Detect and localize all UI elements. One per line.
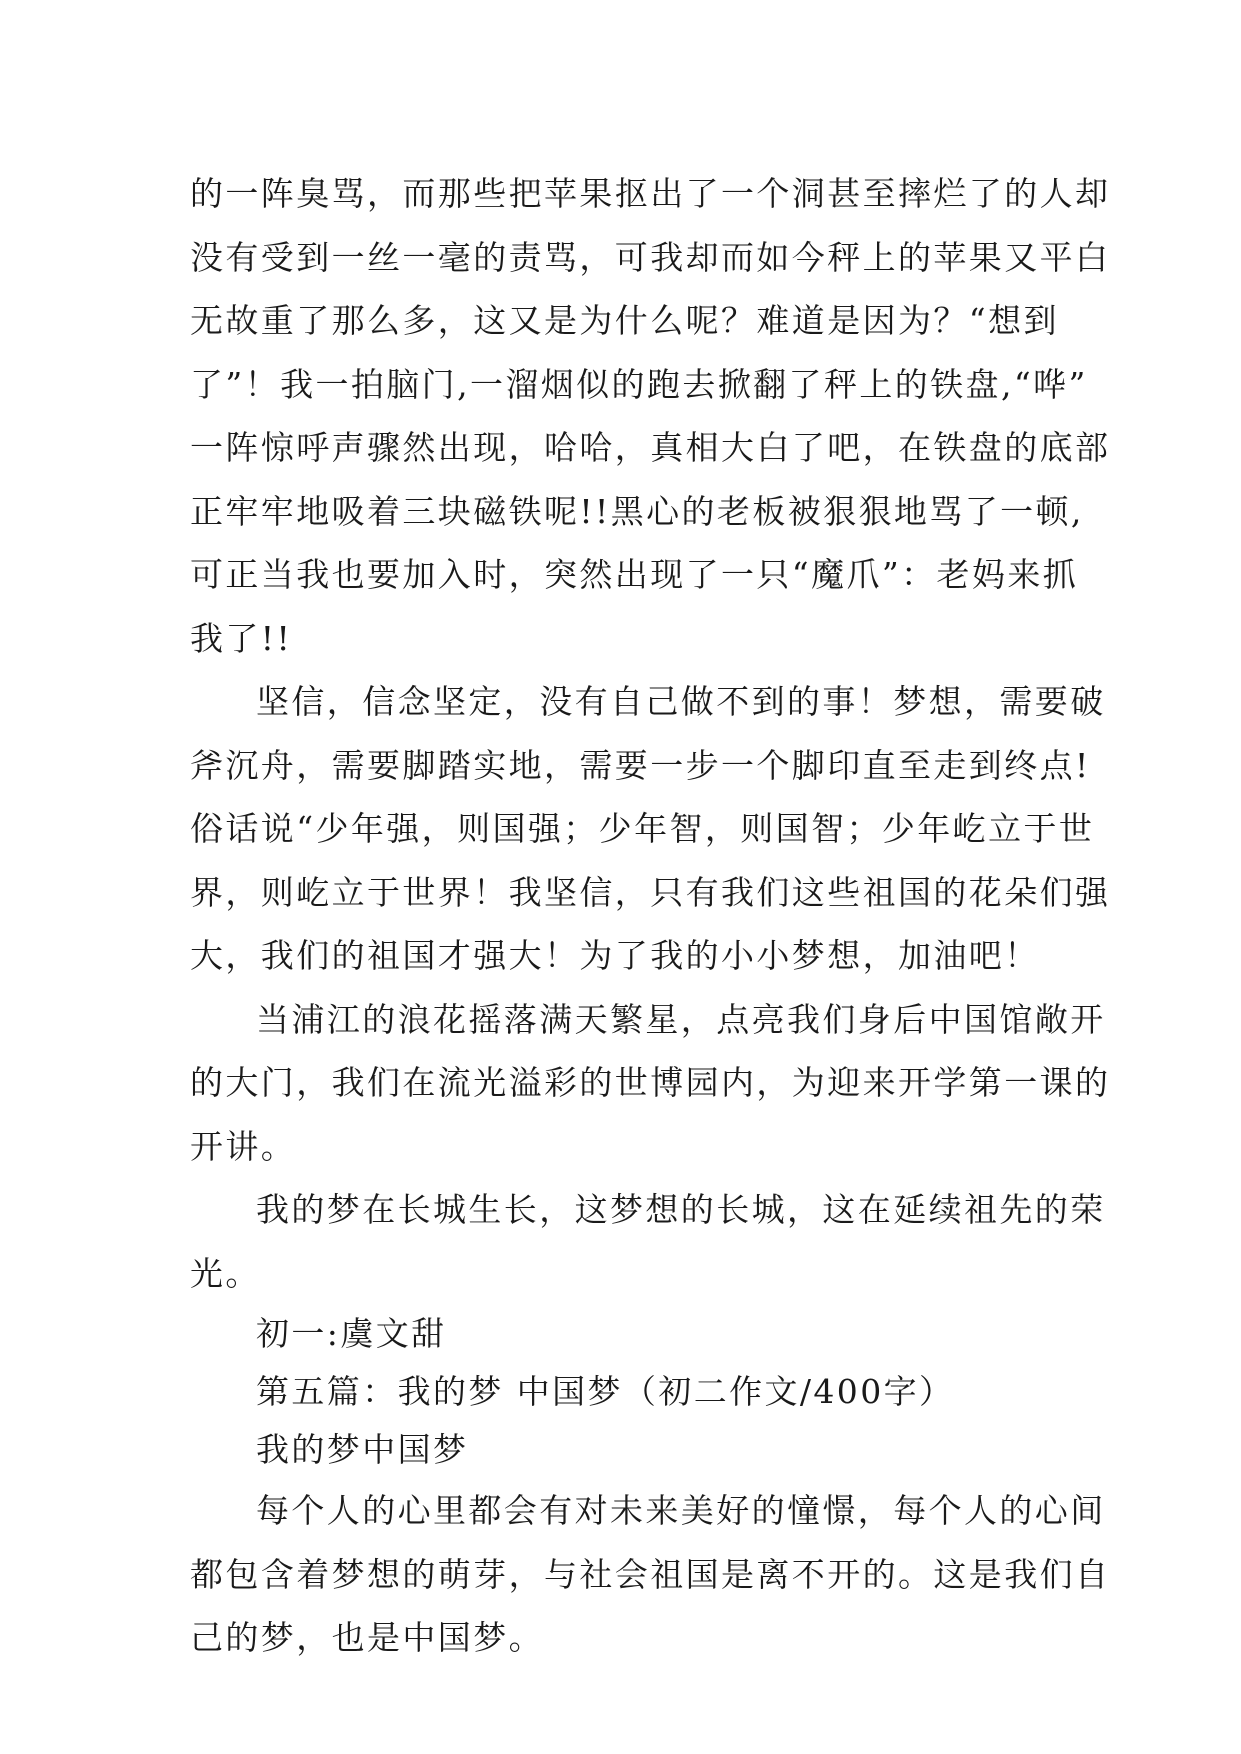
paragraph-first-line: 坚信，信念坚定，没有自己做不到的事！梦想，需要破 [256, 682, 1106, 721]
text-line: 的一阵臭骂，而那些把苹果抠出了一个洞甚至摔烂了的人却 [190, 174, 1111, 213]
text-line: 无故重了那么多，这又是为什么呢？难道是因为？“想到 [190, 301, 1059, 340]
text-line: 没有受到一丝一毫的责骂，可我却而如今秤上的苹果又平白 [190, 237, 1111, 277]
text-line: 俗话说“少年强，则国强；少年智，则国智；少年屹立于世 [190, 809, 1095, 848]
text-line: 大，我们的祖国才强大！为了我的小小梦想，加油吧！ [190, 936, 1040, 975]
paragraph-first-line: 当浦江的浪花摇落满天繁星，点亮我们身后中国馆敞开 [256, 999, 1106, 1039]
text-line: 己的梦，也是中国梦。 [190, 1618, 544, 1657]
text-line: 可正当我也要加入时，突然出现了一只“魔爪”：老妈来抓 [190, 555, 1079, 594]
document-body [190, 162, 1111, 1670]
paragraph-first-line: 每个人的心里都会有对未来美好的憧憬，每个人的心间 [256, 1491, 1106, 1530]
section-heading: 第五篇：我的梦 中国梦（初二作文/400字） [256, 1372, 955, 1411]
paragraph-first-line: 我的梦在长城生长，这梦想的长城，这在延续祖先的荣 [256, 1190, 1106, 1229]
text-line: 斧沉舟，需要脚踏实地，需要一步一个脚印直至走到终点! [190, 745, 1091, 785]
text-line: 开讲。 [190, 1126, 297, 1166]
text-line: 界，则屹立于世界！我坚信，只有我们这些祖国的花朵们强 [190, 872, 1111, 912]
author-line: 初一:虞文甜 [256, 1314, 447, 1353]
text-line: 我了!! [190, 618, 293, 658]
text-line: 了”！我一拍脑门,一溜烟似的跑去掀翻了秤上的铁盘,“哗” [190, 364, 1088, 404]
text-line: 的大门，我们在流光溢彩的世博园内，为迎来开学第一课的 [190, 1063, 1111, 1102]
text-line: 一阵惊呼声骤然出现，哈哈，真相大白了吧，在铁盘的底部 [190, 428, 1111, 467]
text-line: 正牢牢地吸着三块磁铁呢!!黑心的老板被狠狠地骂了一顿, [190, 491, 1084, 531]
text-line: 光。 [190, 1253, 261, 1293]
essay-title: 我的梦中国梦 [256, 1430, 469, 1469]
text-line: 都包含着梦想的萌芽，与社会祖国是离不开的。这是我们自 [190, 1554, 1111, 1594]
